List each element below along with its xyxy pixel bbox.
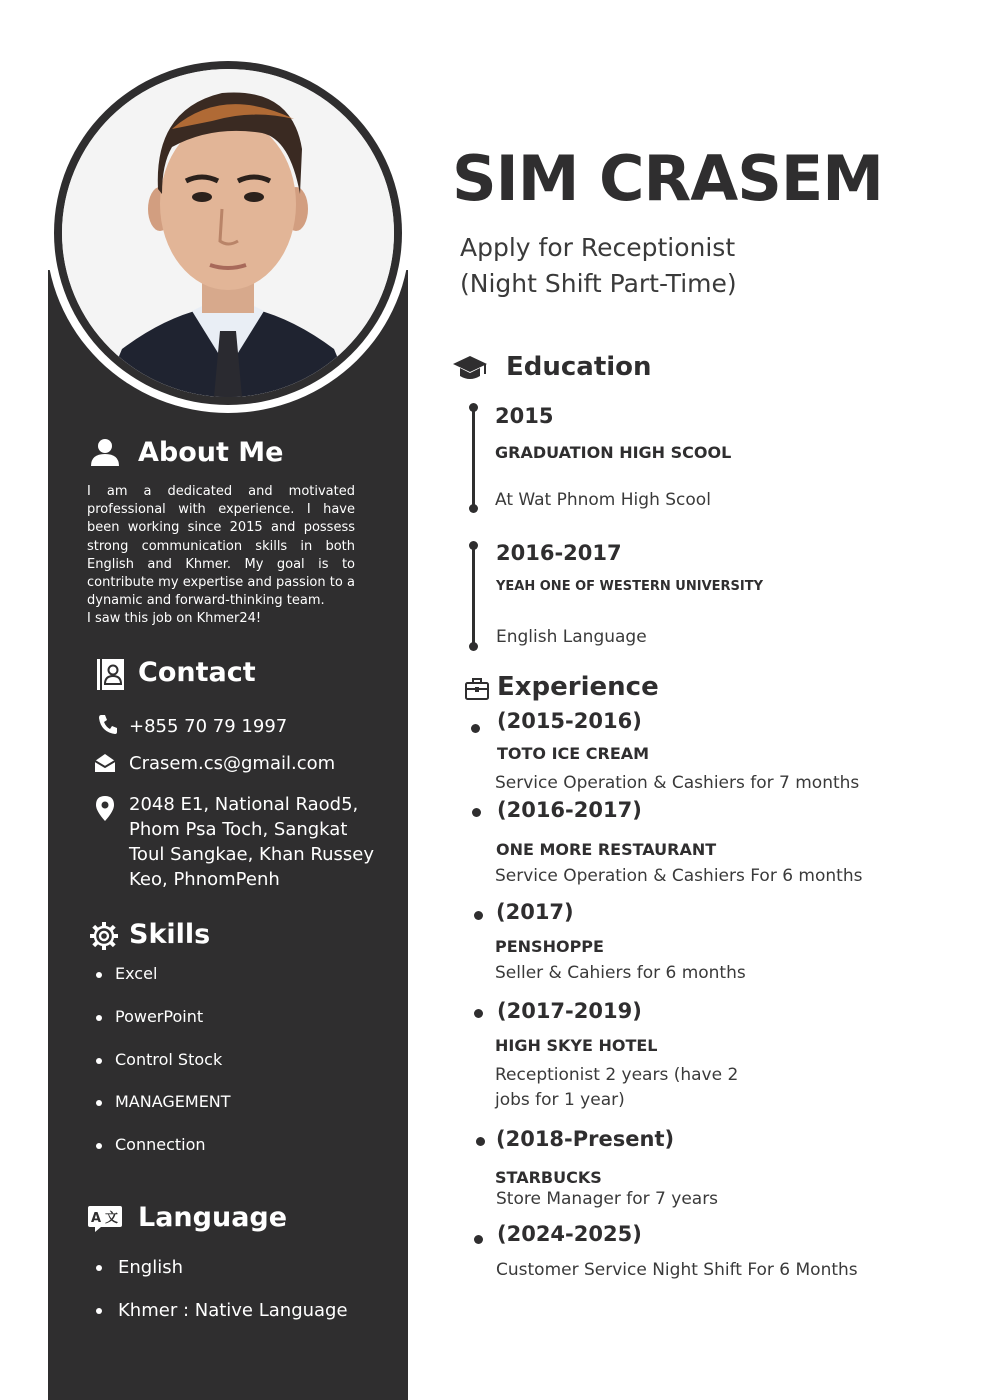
experience-role: Store Manager for 7 years	[496, 1189, 719, 1209]
timeline-line	[472, 407, 475, 507]
svg-text:A: A	[91, 1211, 102, 1226]
education-year: 2015	[495, 404, 554, 428]
experience-period: (2018-Present)	[496, 1127, 675, 1151]
timeline-dot	[469, 504, 478, 513]
gear-icon	[89, 921, 119, 956]
skill-item: Excel	[93, 964, 157, 983]
education-detail: English Language	[496, 627, 647, 647]
location-pin-icon	[95, 795, 115, 827]
experience-bullet	[474, 911, 483, 920]
skill-item: Connection	[93, 1135, 206, 1154]
profile-photo	[54, 61, 402, 405]
experience-period: (2016-2017)	[497, 798, 642, 822]
education-school: GRADUATION HIGH SCOOL	[495, 443, 732, 462]
experience-company: ONE MORE RESTAURANT	[496, 840, 717, 859]
skill-item: PowerPoint	[93, 1007, 203, 1026]
experience-role	[495, 1063, 738, 1113]
experience-bullet	[474, 1009, 483, 1018]
user-icon	[90, 437, 120, 472]
experience-role: Service Operation & Cashiers for 7 months	[495, 773, 860, 793]
skill-item: Control Stock	[93, 1050, 222, 1069]
candidate-name: SIM CRASEM	[452, 142, 883, 215]
education-year: 2016-2017	[496, 541, 622, 565]
experience-bullet	[476, 1137, 485, 1146]
briefcase-icon	[464, 677, 490, 706]
experience-role: Customer Service Night Shift For 6 Months	[496, 1260, 858, 1280]
about-paragraph: I am a dedicated and motivated professional with experience. I have been working since 2015 and possess strong communication skills in both English and Khmer. My goal is to contribute my expertise and passion to a dynamic and forward-thinking team.	[87, 484, 355, 609]
phone-icon	[97, 713, 119, 740]
timeline-dot	[469, 642, 478, 651]
experience-role: Seller & Cahiers for 6 months	[495, 963, 746, 983]
language-item: Khmer : Native Language	[93, 1300, 348, 1321]
experience-role-line: Receptionist 2 years (have 2	[495, 1065, 739, 1085]
about-title: About Me	[138, 437, 284, 468]
experience-company: HIGH SKYE HOTEL	[495, 1036, 658, 1055]
timeline-line	[472, 545, 475, 645]
phone-number[interactable]: +855 70 79 1997	[129, 716, 288, 737]
profile-photo-inner	[62, 69, 394, 397]
email-icon	[94, 753, 116, 778]
experience-title: Experience	[497, 672, 659, 702]
address	[129, 792, 374, 892]
experience-company: PENSHOPPE	[495, 937, 604, 956]
address-line: Toul Sangkae, Khan Russey	[129, 844, 374, 865]
language-title: Language	[138, 1202, 288, 1233]
address-line: Phom Psa Toch, Sangkat	[129, 819, 348, 840]
experience-bullet	[471, 724, 480, 733]
experience-bullet	[472, 808, 481, 817]
education-detail: At Wat Phnom High Scool	[495, 490, 711, 510]
language-item: English	[93, 1257, 183, 1278]
contact-book-icon	[95, 658, 126, 696]
translate-icon	[87, 1205, 123, 1238]
experience-period: (2024-2025)	[497, 1222, 642, 1246]
apply-line: Apply for Receptionist	[460, 233, 736, 262]
email-address[interactable]: Crasem.cs@gmail.com	[129, 753, 336, 774]
about-text	[87, 483, 355, 629]
skills-title: Skills	[129, 919, 211, 950]
experience-period: (2017-2019)	[497, 999, 642, 1023]
about-note: I saw this job on Khmer24!	[87, 611, 262, 627]
experience-period: (2015-2016)	[497, 709, 642, 733]
apply-position	[460, 230, 737, 302]
education-title: Education	[506, 352, 652, 382]
experience-company: TOTO ICE CREAM	[497, 744, 650, 763]
skill-item: MANAGEMENT	[93, 1092, 231, 1111]
address-line: Keo, PhnomPenh	[129, 869, 280, 890]
contact-title: Contact	[138, 657, 256, 688]
graduation-cap-icon	[452, 354, 488, 389]
person-photo-icon	[62, 69, 394, 397]
apply-line: (Night Shift Part-Time)	[460, 269, 737, 298]
svg-text:文: 文	[105, 1211, 119, 1226]
experience-period: (2017)	[496, 900, 574, 924]
experience-bullet	[474, 1235, 483, 1244]
experience-role-line: jobs for 1 year)	[495, 1090, 625, 1110]
experience-role: Service Operation & Cashiers For 6 months	[495, 866, 863, 886]
experience-company: STARBUCKS	[495, 1168, 602, 1187]
education-school: YEAH ONE OF WESTERN UNIVERSITY	[496, 579, 764, 594]
address-line: 2048 E1, National Raod5,	[129, 794, 359, 815]
